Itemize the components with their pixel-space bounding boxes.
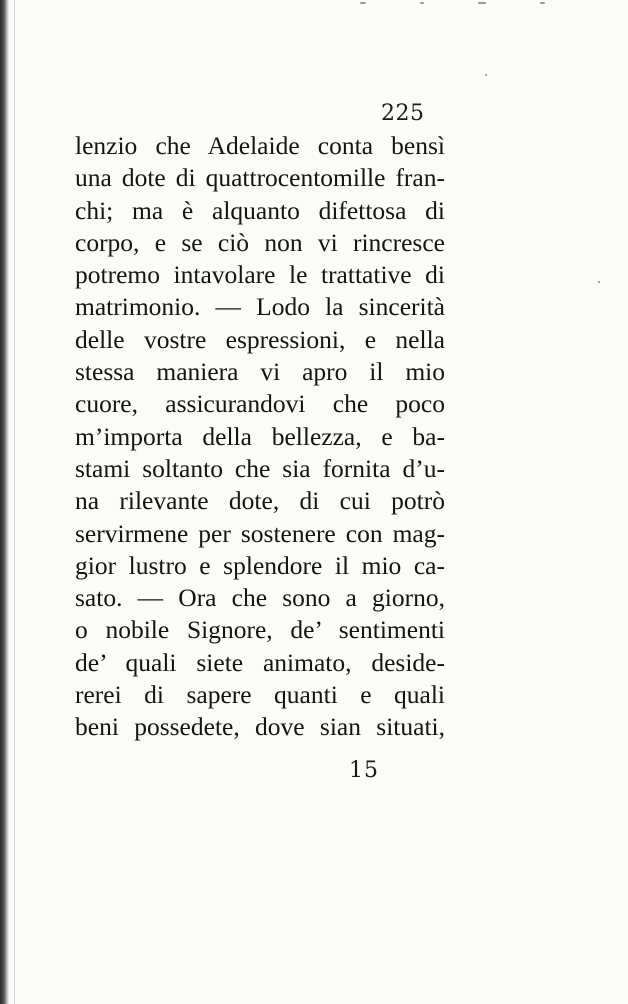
signature-mark: 15 bbox=[349, 758, 379, 783]
text-line: servirmene per sostenere con mag- bbox=[75, 518, 445, 548]
text-line: matrimonio. — Lodo la sincerità bbox=[75, 292, 445, 322]
page-number: 225 bbox=[381, 101, 425, 126]
text-line: delle vostre espressioni, e nella bbox=[75, 324, 445, 354]
text-line: na rilevante dote, di cui potrò bbox=[75, 486, 445, 516]
paper-speck bbox=[360, 2, 366, 4]
text-line: m’importa della bellezza, e ba- bbox=[75, 421, 445, 451]
text-line: gior lustro e splendore il mio ca- bbox=[75, 550, 445, 580]
text-line: una dote di quattrocentomille fran- bbox=[75, 163, 445, 193]
text-line: rerei di sapere quanti e quali bbox=[75, 680, 445, 710]
text-line: sato. — Ora che sono a giorno, bbox=[75, 583, 445, 613]
body-text bbox=[75, 130, 445, 744]
text-line: corpo, e se ciò non vi rincresce bbox=[75, 227, 445, 257]
text-line: stami soltanto che sia fornita d’u- bbox=[75, 453, 445, 483]
page-margin-line bbox=[14, 0, 15, 1004]
paper-speck bbox=[485, 74, 487, 76]
text-line: stessa maniera vi apro il mio bbox=[75, 357, 445, 387]
paper-speck bbox=[478, 2, 486, 4]
text-line: o nobile Signore, de’ sentimenti bbox=[75, 615, 445, 645]
paper-speck bbox=[420, 2, 424, 4]
text-line: cuore, assicurandovi che poco bbox=[75, 389, 445, 419]
paper-speck bbox=[598, 281, 600, 283]
text-line: beni possedete, dove sian situati, bbox=[75, 712, 445, 742]
text-line: chi; ma è alquanto difettosa di bbox=[75, 195, 445, 225]
paper-speck bbox=[540, 2, 545, 4]
text-line: potremo intavolare le trattative di bbox=[75, 260, 445, 290]
page-binding-edge bbox=[0, 0, 9, 1004]
text-line: lenzio che Adelaide conta bensì bbox=[75, 131, 445, 160]
text-line: de’ quali siete animato, deside- bbox=[75, 647, 445, 677]
